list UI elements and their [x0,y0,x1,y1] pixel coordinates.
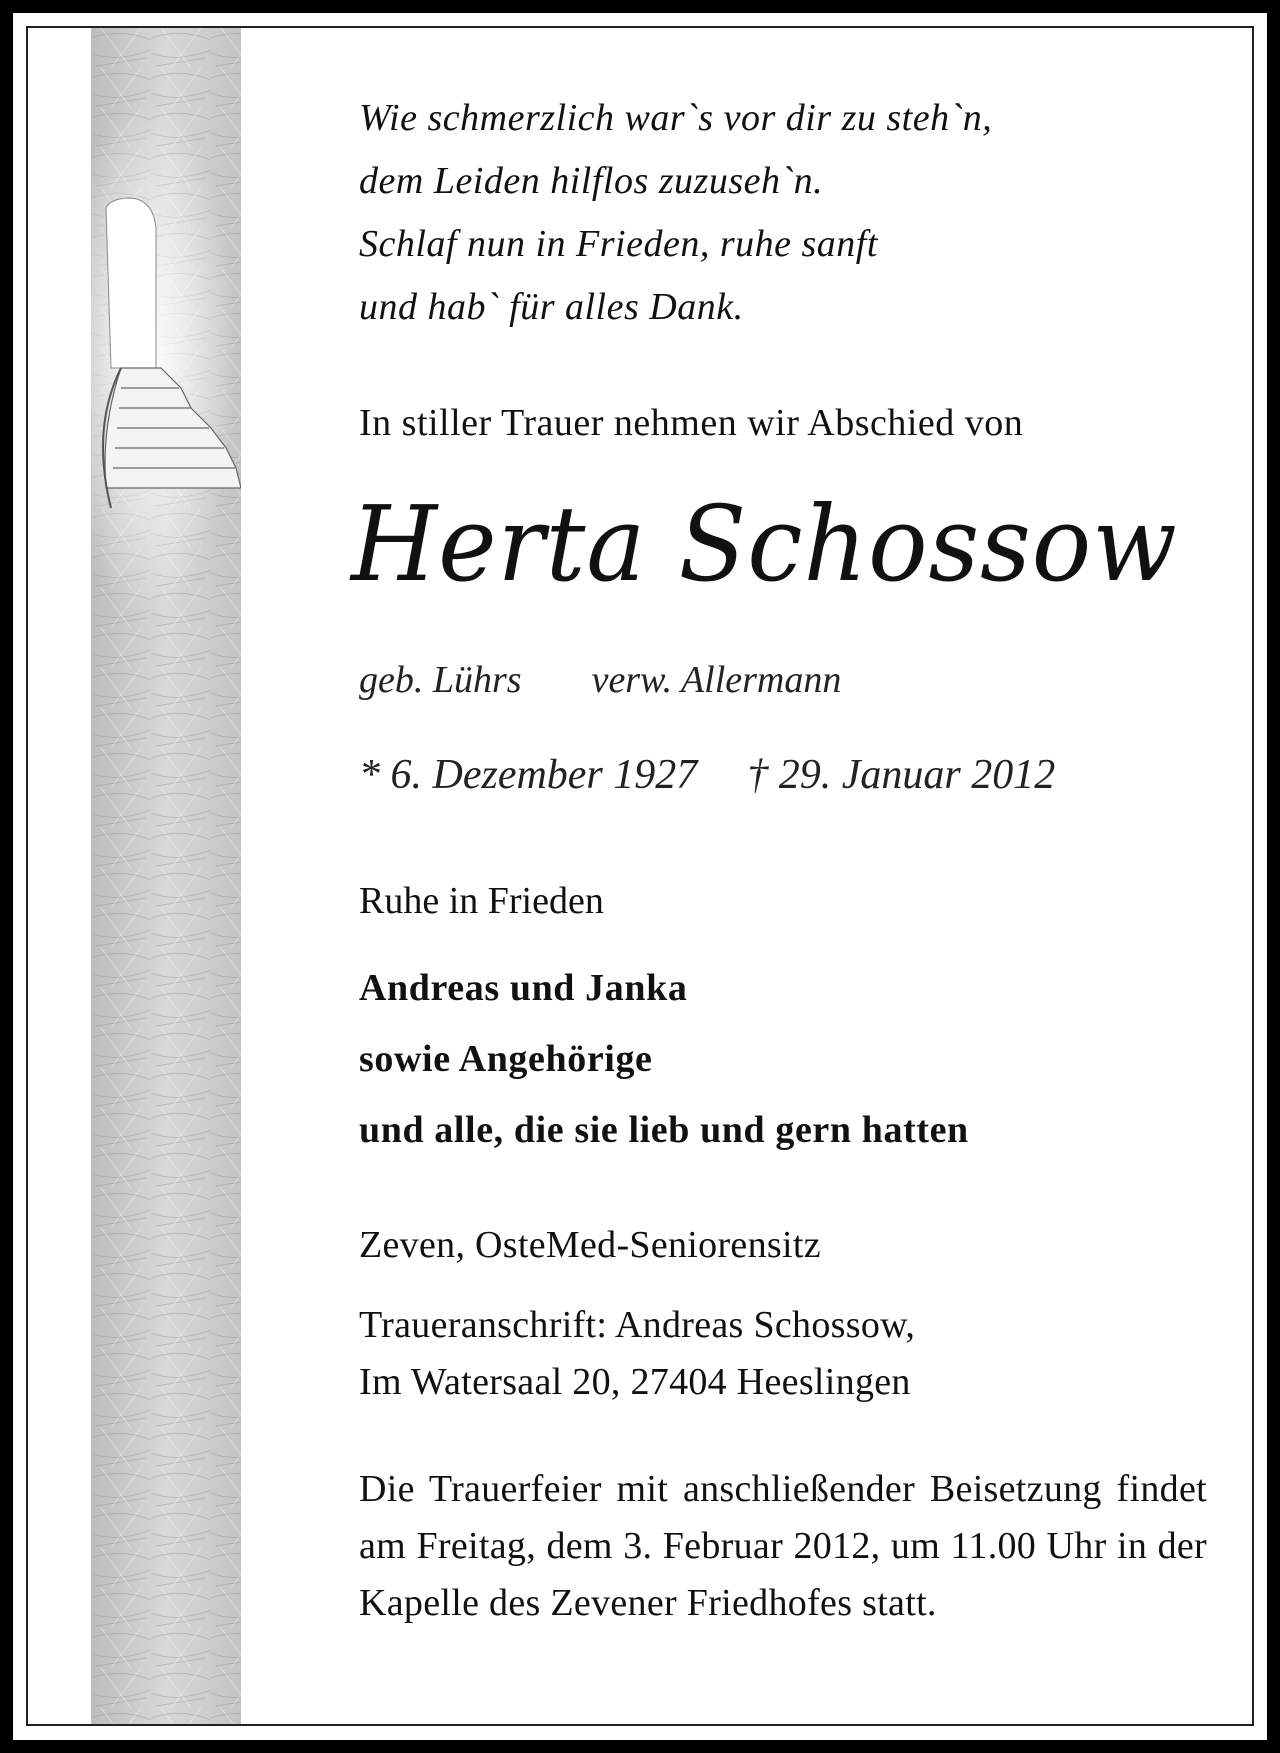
death-date: † 29. Januar 2012 [747,752,1056,798]
staircase-illustration [91,28,241,1724]
bereaved-line: Andreas und Janka [359,967,688,1009]
poem-line: Wie schmerzlich war`s vor dir zu steh`n, [359,97,993,139]
widowed-name: verw. Allermann [591,659,842,701]
intro-text: In stiller Trauer nehmen wir Abschied von [359,402,1024,444]
poem-line: dem Leiden hilflos zuzuseh`n. [359,160,824,202]
life-dates [359,751,1055,799]
bereaved-line: sowie Angehörige [359,1038,653,1080]
rest-in-peace: Ruhe in Frieden [359,880,604,922]
obituary-card [13,13,1267,1740]
poem-line: Schlaf nun in Frieden, ruhe sanft [359,223,878,265]
mourning-address [359,1297,915,1411]
address-line: Traueranschrift: Andreas Schossow, [359,1304,916,1346]
poem [359,87,992,339]
funeral-service-info: Die Trauerfeier mit anschließender Beisetzung findet am Freitag, dem 3. Februar 2012, um 11.00 Uhr in der Kapelle des Zevener Friedhofes statt. [359,1468,1207,1624]
address-line: Im Watersaal 20, 27404 Heeslingen [359,1361,911,1403]
bereaved-line: und alle, die sie lieb und gern hatten [359,1109,969,1151]
deceased-name: Herta Schossow [351,483,1178,605]
place-of-death: Zeven, OsteMed-Seniorensitz [359,1224,821,1266]
bereaved-list [359,953,969,1166]
poem-line: und hab` für alles Dank. [359,286,744,328]
birth-date: * 6. Dezember 1927 [359,752,698,798]
name-details [359,658,841,702]
born-name: geb. Lührs [359,659,522,701]
